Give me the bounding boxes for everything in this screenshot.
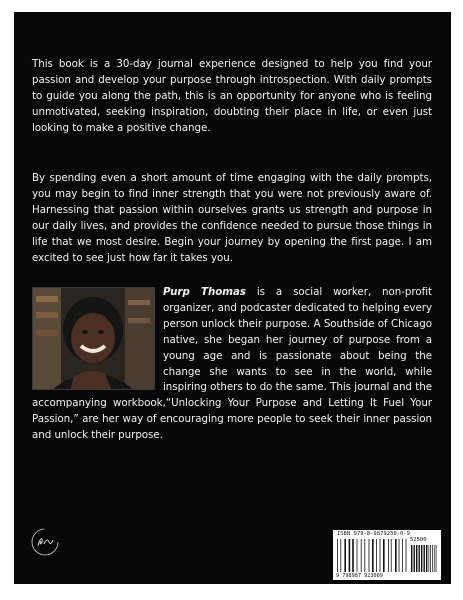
barcode-bar (391, 539, 392, 572)
barcode-bar (421, 545, 422, 572)
barcode-bar (369, 539, 370, 572)
barcode-bar (372, 539, 374, 572)
barcode-bar (399, 539, 400, 572)
isbn-barcode (333, 530, 441, 580)
author-bio: is a social worker, non-profit organizer, and podcaster dedicated to helping every person unlock their purpose. A Southside of Chicago native, she began her journey of purpose from a young age and is passionate about being the change she wants to see in the world, while inspiring others to do the same. This journal and the accompanying workbook,“Unlocking Your Purpose and Letting It Fuel Your Passion,” are her way of encouraging more people to seek their inner passion and unlock their purpose. (32, 286, 432, 442)
barcode-bar (406, 539, 407, 572)
barcode-bar (436, 545, 437, 572)
author-name: Purp Thomas (163, 286, 246, 298)
author-signature-logo (30, 527, 60, 557)
barcode-bar (361, 539, 362, 572)
barcode-bar (429, 545, 430, 572)
barcode-bars (337, 539, 437, 572)
barcode-bar (352, 539, 354, 572)
barcode-bar (432, 545, 433, 572)
barcode-bar (388, 539, 389, 572)
barcode-bar (424, 545, 425, 572)
barcode-number: 9 798987 923009 (336, 573, 383, 579)
barcode-bar (376, 539, 377, 572)
barcode-bar (349, 539, 351, 572)
barcode-bar (416, 545, 417, 572)
price-code: 52500 (410, 537, 427, 543)
barcode-bar (411, 545, 412, 572)
barcode-bar (380, 539, 381, 572)
barcode-bar (357, 539, 358, 572)
barcode-bar (364, 539, 365, 572)
barcode-bar (395, 539, 397, 572)
barcode-bar (434, 545, 435, 572)
barcode-bar (430, 545, 431, 572)
description-paragraph-1: This book is a 30-day journal experience designed to help you find your passion and develop your purpose through introspection. With daily prompts to guide you along the path, this is an opportunity for anyone who is feeling unmotivated, seeking inspiration, doubting their place in life, or even just looking to make a positive change. (32, 58, 432, 134)
barcode-bar (337, 539, 338, 572)
barcode-bar (414, 545, 415, 572)
barcode-bar (383, 539, 385, 572)
isbn-number: ISBN 979-8-9879230-0-9 (337, 531, 411, 537)
description-paragraph-2: By spending even a short amount of time engaging with the daily prompts, you may begin to find inner strength that you were not previously aware of. Harnessing that passion within ourselves grants us strength and purpose in our daily lives, and provides the confidence needed to pursue those things in life that we most desire. Begin your journey by opening the first page. I am excited to see just how far it takes you. (32, 172, 432, 264)
author-bio-section (32, 285, 432, 444)
back-cover (14, 12, 451, 584)
barcode-bar (344, 539, 346, 572)
barcode-bar (402, 539, 403, 572)
barcode-bar (340, 539, 341, 572)
barcode-bar (419, 545, 420, 572)
author-photo (32, 287, 155, 390)
barcode-bar (426, 545, 427, 572)
